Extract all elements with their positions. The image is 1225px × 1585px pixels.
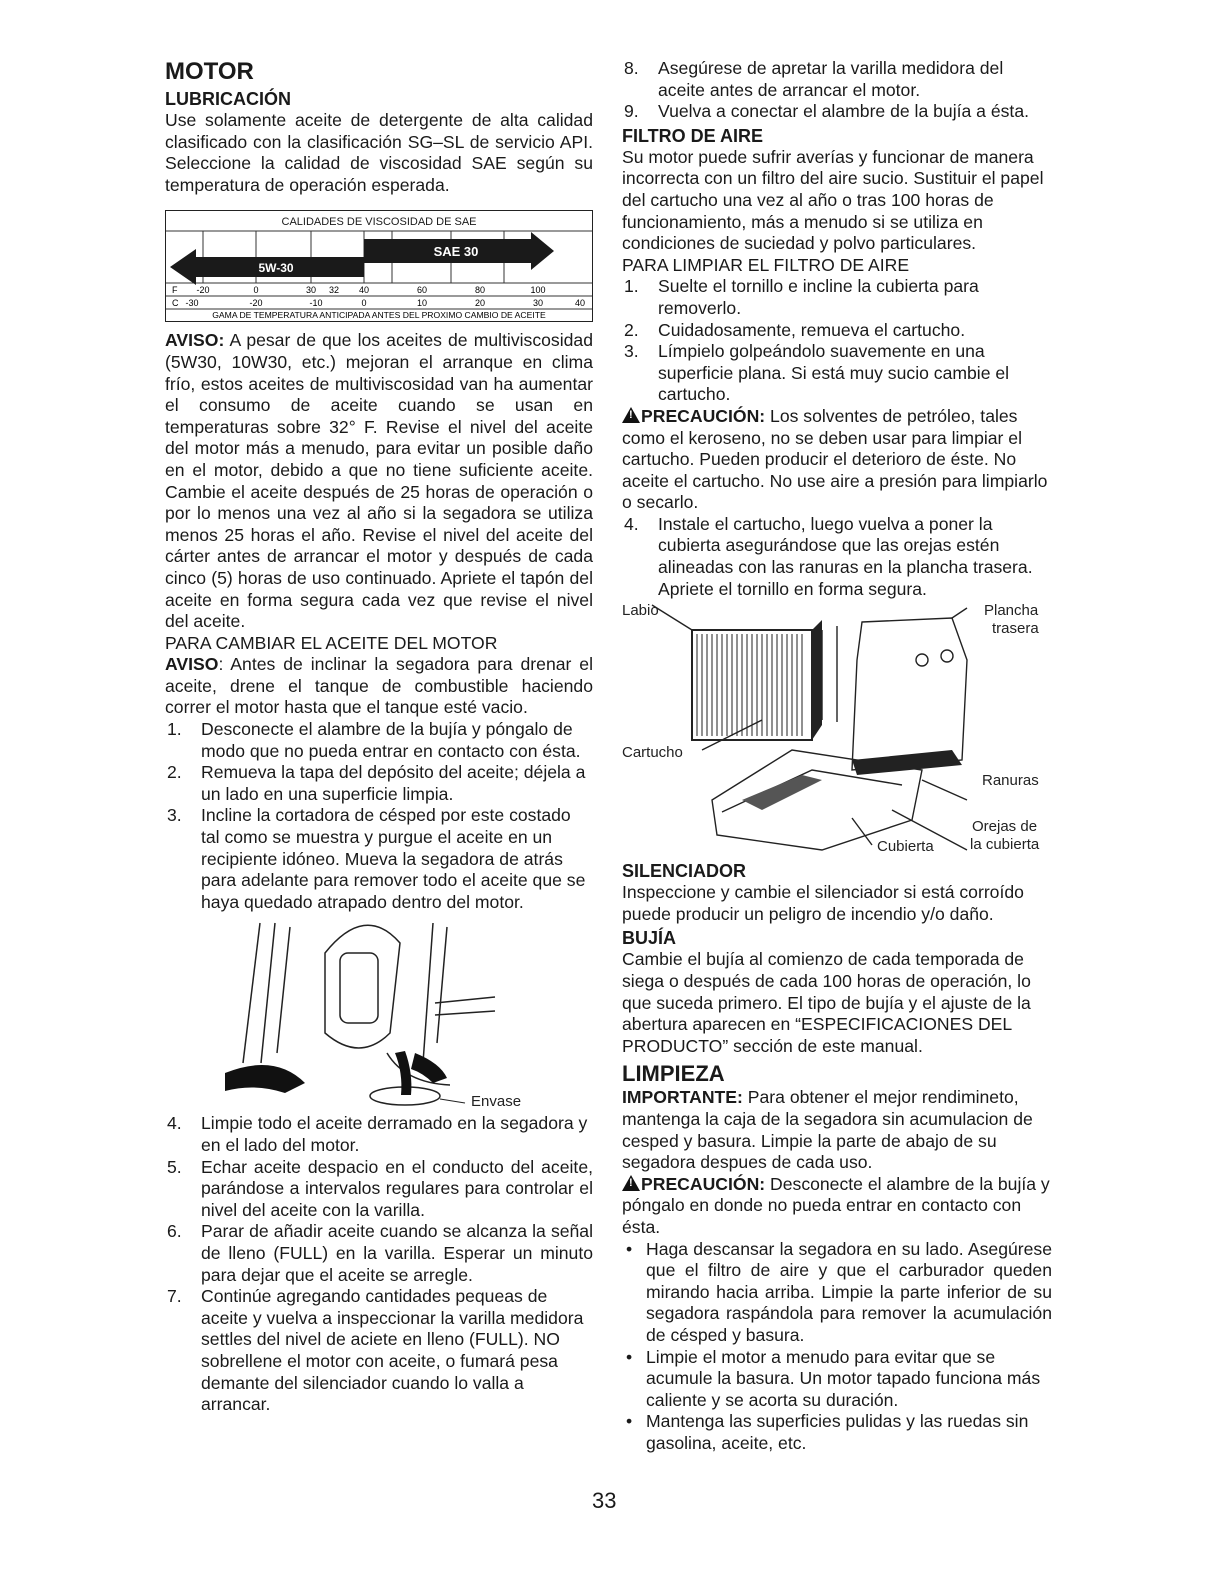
step-number: 4. [167, 1113, 182, 1134]
list-item [622, 341, 1052, 406]
viscosity-chart-title: CALIDADES DE VISCOSIDAD DE SAE [281, 216, 477, 229]
step-text: Desconecte el alambre de la bujía y póngalo de modo que no pueda entrar en contacto con ésta. [201, 719, 581, 761]
f-tick: 30 [305, 285, 317, 296]
step-number: 3. [624, 341, 639, 362]
steps-limpiar-filtro [622, 276, 1052, 406]
f-tick: 40 [358, 285, 370, 296]
paragraph-importante [622, 1087, 1052, 1173]
f-tick: 80 [474, 285, 486, 296]
c-tick: -20 [249, 298, 263, 309]
steps-instalar-cartucho [622, 514, 1052, 600]
precaucion-alambre [622, 1174, 1052, 1239]
step-number: 4. [624, 513, 639, 534]
step-number: 1. [167, 719, 182, 740]
list-item [622, 1411, 1052, 1454]
c-tick: 10 [416, 298, 428, 309]
step-number: 6. [167, 1221, 182, 1242]
precaucion-label: PRECAUCIÓN: [641, 405, 766, 426]
left-column [165, 58, 593, 1416]
step-number: 3. [167, 805, 182, 826]
step-text: Vuelva a conectar el alambre de la bujía a ésta. [658, 101, 1029, 122]
step-text: Limpie todo el aceite derramado en la segadora y en el lado del motor. [201, 1113, 588, 1155]
importante-label: IMPORTANTE: [622, 1087, 743, 1108]
bullet-icon: • [626, 1238, 633, 1259]
step-text: Remueva la tapa del depósito del aceite; déjela a un lado en una superficie limpia. [201, 762, 586, 804]
warning-icon [622, 1175, 640, 1191]
label-orejas-1: Orejas de [972, 818, 1038, 836]
importante-text: Para obtener el mejor rendimineto, mantenga la caja de la segadora sin acumulacion de cesped y basura. Limpie la parte de abajo de su segadora despues de cada uso. [622, 1087, 1033, 1173]
precaucion-text: Los solventes de petróleo, tales como el keroseno, no se deben usar para limpiar el cartucho. Pueden producir el deterioro de éste. No aceite el cartucho. No use aire a presión para limpiarlo o secarlo. [622, 405, 1048, 513]
list-item [165, 805, 593, 913]
steps-echar-aceite [165, 1113, 593, 1415]
c-tick: 30 [532, 298, 544, 309]
list-item [165, 762, 593, 805]
step-text: Instale el cartucho, luego vuelva a poner la cubierta asegurándose que las orejas estén alineadas con las ranuras en la plancha trasera. Apriete el tornillo en forma segura. [658, 513, 1033, 599]
list-item [622, 514, 1052, 600]
step-text: Parar de añadir aceite cuando se alcanza la señal de lleno (FULL) en la varilla. Esperar un minuto para dejar que el aceite se arregle. [201, 1221, 593, 1285]
step-number: 2. [624, 319, 639, 340]
label-trasera: trasera [992, 620, 1039, 638]
f-tick: 60 [416, 285, 428, 296]
aviso-text: : Antes de inclinar la segadora para drenar el aceite, drene el tanque de combustible haciendo correr el motor hasta que el tanque esté vacio. [165, 654, 593, 718]
precaucion-label: PRECAUCIÓN: [641, 1173, 766, 1194]
step-number: 9. [624, 101, 639, 122]
page-number: 33 [592, 1488, 617, 1513]
list-item [622, 101, 1052, 123]
paragraph-bujia: Cambie el bujía al comienzo de cada temporada de siega o después de cada 100 horas de operación, lo que suceda primero. El tipo de bujía y el ajuste de la abertura aparecen en “ESPECIFICACIONES DEL PRODUCTO” sección de este manual. [622, 949, 1031, 1056]
list-item [622, 1347, 1052, 1412]
f-tick: 0 [253, 285, 259, 296]
bullet-text: Limpie el motor a menudo para evitar que se acumule la basura. Un motor tapado funciona más caliente y se acorta su duración. [646, 1346, 1041, 1410]
aviso-text: A pesar de que los aceites de multiviscosidad (5W30, 10W30, etc.) mejoran el arranque en clima frío, estos aceites de multiviscosidad van ha aumentar el consumo de aceite cuando se usan en temperaturas sobre 32° F. Revise el nivel del aceite del motor más a menudo, para evitar un posible daño en el motor, debido a que no tiene suficiente aceite. Cambie el aceite después de 25 horas de operación o por lo menos una vez al año si la segadora se utiliza menos 25 horas el año. Revise el nivel del aceite del cárter antes de arrancar el motor y después de cada cinco (5) horas de uso continuado. Apriete el tapón del aceite en forma segura cada vez que revise el nivel del aceite. [165, 330, 593, 632]
aviso-drenar [165, 654, 593, 719]
right-column [622, 58, 1052, 1455]
label-cartucho: Cartucho [622, 744, 683, 762]
bullet-text: Mantenga las superficies pulidas y las ruedas sin gasolina, aceite, etc. [646, 1411, 1029, 1453]
viscosity-chart-graphic [166, 211, 592, 321]
c-tick: 0 [361, 298, 367, 309]
label-labio: Labio [622, 602, 659, 620]
bullets-limpieza [622, 1239, 1052, 1455]
step-number: 5. [167, 1156, 182, 1177]
label-cubierta: Cubierta [877, 838, 934, 856]
oil-drain-illustration [165, 913, 593, 1113]
step-text: Cuidadosamente, remueva el cartucho. [658, 319, 966, 340]
step-number: 7. [167, 1286, 182, 1307]
list-item [165, 1113, 593, 1156]
step-text: Continúe agregando cantidades pequeas de aceite y vuelva a inspeccionar la varilla medidora settles del nivel de aciete en lleno (FULL). NO sobrellene el motor con aceite, o fumará pesa demante del silenciador cuando lo valla a arrancar. [201, 1286, 584, 1415]
bullet-icon: • [626, 1411, 633, 1432]
step-number: 8. [624, 58, 639, 78]
heading-lubricacion: LUBRICACIÓN [165, 89, 291, 109]
f-tick: 32 [328, 285, 340, 296]
c-tick: -30 [185, 298, 199, 309]
bullet-icon: • [626, 1346, 633, 1367]
f-scale-label: F [172, 285, 178, 296]
heading-filtro-aire: FILTRO DE AIRE [622, 125, 763, 146]
aviso-label: AVISO [165, 654, 219, 675]
heading-cambiar-aceite: PARA CAMBIAR EL ACEITE DEL MOTOR [165, 632, 498, 653]
step-number: 1. [624, 276, 639, 297]
aviso-label: AVISO: [165, 330, 225, 351]
oil-drain-drawing [165, 913, 593, 1113]
step-text: Echar aceite despacio en el conducto del aceite, parándose a intervalos regulares para controlar el nivel del aceite con la varilla. [201, 1156, 593, 1220]
c-tick: -10 [309, 298, 323, 309]
precaucion-text: Desconecte el alambre de la bujía y póngalo en donde no pueda entrar en contacto con ésta. [622, 1173, 1050, 1237]
list-item [622, 320, 1052, 342]
label-plancha: Plancha [984, 602, 1039, 620]
step-text: Asegúrese de apretar la varilla medidora del aceite antes de arrancar el motor. [658, 58, 1004, 100]
heading-motor: MOTOR [165, 58, 254, 85]
steps-cambiar-aceite [165, 719, 593, 913]
list-item [165, 719, 593, 762]
c-tick: 40 [574, 298, 586, 309]
f-tick: 100 [530, 285, 546, 296]
steps-final-aceite [622, 58, 1052, 123]
paragraph-filtro: Su motor puede sufrir averías y funcionar de manera incorrecta con un filtro del aire sucio. Sustituir el papel del cartucho una vez al año o tras 100 horas de funcionamiento, más a menudo si se utiliza en condiciones de suciedad y polvo particulares. [622, 146, 1044, 254]
paragraph-silenciador: Inspeccione y cambie el silenciador si está corroído puede producir un peligro de incendio y/o daño. [622, 882, 1024, 924]
f-tick: -20 [196, 285, 210, 296]
list-item [165, 1157, 593, 1222]
label-orejas-2: la cubierta [970, 836, 1040, 854]
c-scale-label: C [172, 298, 179, 309]
list-item [165, 1286, 593, 1416]
step-text: Suelte el tornillo e incline la cubierta para removerlo. [658, 276, 979, 318]
list-item [622, 58, 1052, 101]
step-text: Incline la cortadora de césped por este costado tal como se muestra y purgue el aceite en un recipiente idóneo. Mueva la segadora de atrás para adelante para remover todo el aceite que se haya quedado atrapado dentro del motor. [201, 805, 586, 912]
label-envase: Envase [471, 1093, 522, 1111]
step-text: Límpielo golpeándolo suavemente en una superficie plana. Si está muy sucio cambie el cartucho. [658, 341, 1010, 405]
list-item [165, 1221, 593, 1286]
sae30-label: SAE 30 [433, 244, 479, 260]
heading-bujia: BUJÍA [622, 928, 677, 949]
aviso-multiviscosidad [165, 330, 593, 632]
air-filter-illustration [622, 600, 1052, 858]
paragraph-lubricacion: Use solamente aceite de detergente de alta calidad clasificado con la clasificación SG–SL de servicio API. Seleccione la calidad de viscosidad SAE según su temperatura de operación esperada. [165, 110, 593, 195]
label-ranuras: Ranuras [982, 772, 1039, 790]
viscosity-footer: GAMA DE TEMPERATURA ANTICIPADA ANTES DEL PROXIMO CAMBIO DE ACEITE [212, 310, 546, 321]
step-number: 2. [167, 762, 182, 783]
bullet-text: Haga descansar la segadora en su lado. Asegúrese que el filtro de aire y que el carburador queden mirando hacia arriba. Limpie la parte inferior de su segadora raspándola para remover la acumulación de césped y basura. [646, 1238, 1052, 1345]
heading-limpieza: LIMPIEZA [622, 1061, 725, 1087]
precaucion-solventes [622, 406, 1052, 514]
heading-silenciador: SILENCIADOR [622, 861, 747, 882]
warning-icon [622, 407, 640, 423]
list-item [622, 1239, 1052, 1347]
viscosity-chart [165, 210, 593, 322]
list-item [622, 276, 1052, 319]
c-tick: 20 [474, 298, 486, 309]
5w30-label: 5W-30 [258, 261, 294, 276]
heading-limpiar-filtro: PARA LIMPIAR EL FILTRO DE AIRE [622, 254, 910, 275]
